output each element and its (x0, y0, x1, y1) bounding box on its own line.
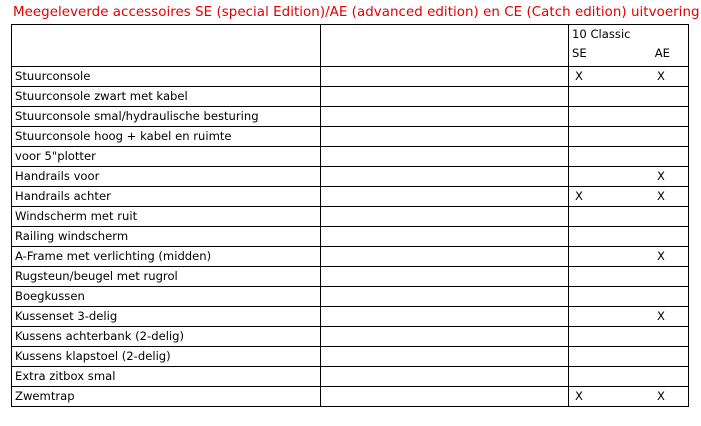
table-row (12, 287, 689, 307)
header-model-cell (569, 25, 689, 67)
row-empty-cell (321, 247, 569, 267)
table-row (12, 127, 689, 147)
ae-mark: X (657, 309, 665, 323)
row-label: Kussenset 3-delig (12, 307, 321, 327)
table-row (12, 307, 689, 327)
row-empty-cell (321, 67, 569, 87)
table-row (12, 387, 689, 407)
row-label: Zwemtrap (12, 387, 321, 407)
row-label: Rugsteun/beugel met rugrol (12, 267, 321, 287)
table-row (12, 87, 689, 107)
row-empty-cell (321, 227, 569, 247)
col-ae-label: AE (654, 46, 670, 60)
row-marks-cell (569, 147, 689, 167)
ae-mark: X (657, 169, 665, 183)
row-label: Railing windscherm (12, 227, 321, 247)
row-label: Boegkussen (12, 287, 321, 307)
row-empty-cell (321, 347, 569, 367)
se-mark: X (575, 69, 583, 83)
edition-columns (572, 44, 688, 63)
ae-mark: X (657, 189, 665, 203)
row-marks-cell (569, 347, 689, 367)
table-row (12, 247, 689, 267)
row-empty-cell (321, 387, 569, 407)
row-empty-cell (321, 267, 569, 287)
row-label: Handrails achter (12, 187, 321, 207)
row-marks-cell (569, 287, 689, 307)
row-marks-cell (569, 387, 689, 407)
model-name: 10 Classic (572, 27, 631, 41)
row-marks-cell (569, 187, 689, 207)
row-marks-cell (569, 247, 689, 267)
row-label: Stuurconsole hoog + kabel en ruimte (12, 127, 321, 147)
row-marks-cell (569, 107, 689, 127)
row-empty-cell (321, 207, 569, 227)
row-empty-cell (321, 287, 569, 307)
row-label: Windscherm met ruit (12, 207, 321, 227)
row-marks-cell (569, 67, 689, 87)
row-empty-cell (321, 87, 569, 107)
ae-mark: X (657, 69, 665, 83)
row-label: Stuurconsole (12, 67, 321, 87)
table-row (12, 367, 689, 387)
row-marks-cell (569, 87, 689, 107)
ae-mark: X (657, 389, 665, 403)
table-row (12, 107, 689, 127)
table-row (12, 267, 689, 287)
row-label: A-Frame met verlichting (midden) (12, 247, 321, 267)
row-label: Stuurconsole smal/hydraulische besturing (12, 107, 321, 127)
row-empty-cell (321, 127, 569, 147)
row-marks-cell (569, 267, 689, 287)
table-row (12, 207, 689, 227)
ae-mark: X (657, 249, 665, 263)
row-marks-cell (569, 367, 689, 387)
row-marks-cell (569, 327, 689, 347)
row-label: Kussens klapstoel (2-delig) (12, 347, 321, 367)
row-label: Extra zitbox smal (12, 367, 321, 387)
row-label: Handrails voor (12, 167, 321, 187)
table-row (12, 227, 689, 247)
table-header-row (12, 25, 689, 67)
row-empty-cell (321, 307, 569, 327)
row-marks-cell (569, 307, 689, 327)
row-empty-cell (321, 327, 569, 347)
row-marks-cell (569, 167, 689, 187)
row-label: Stuurconsole zwart met kabel (12, 87, 321, 107)
table-row (12, 167, 689, 187)
table-row (12, 347, 689, 367)
accessories-table (11, 24, 689, 407)
se-mark: X (575, 389, 583, 403)
row-empty-cell (321, 107, 569, 127)
row-empty-cell (321, 187, 569, 207)
row-label: Kussens achterbank (2-delig) (12, 327, 321, 347)
table-row (12, 147, 689, 167)
row-empty-cell (321, 167, 569, 187)
se-mark: X (575, 189, 583, 203)
table-row (12, 67, 689, 87)
row-label: voor 5"plotter (12, 147, 321, 167)
header-empty-cell (12, 25, 321, 67)
row-marks-cell (569, 207, 689, 227)
row-empty-cell (321, 147, 569, 167)
col-se-label: SE (572, 46, 587, 60)
header-empty-cell-2 (321, 25, 569, 67)
table-row (12, 187, 689, 207)
row-marks-cell (569, 127, 689, 147)
row-marks-cell (569, 227, 689, 247)
table-row (12, 327, 689, 347)
row-empty-cell (321, 367, 569, 387)
page-title: Meegeleverde accessoires SE (special Edition)/AE (advanced edition) en CE (Catch edition) uitvoering (13, 5, 700, 20)
